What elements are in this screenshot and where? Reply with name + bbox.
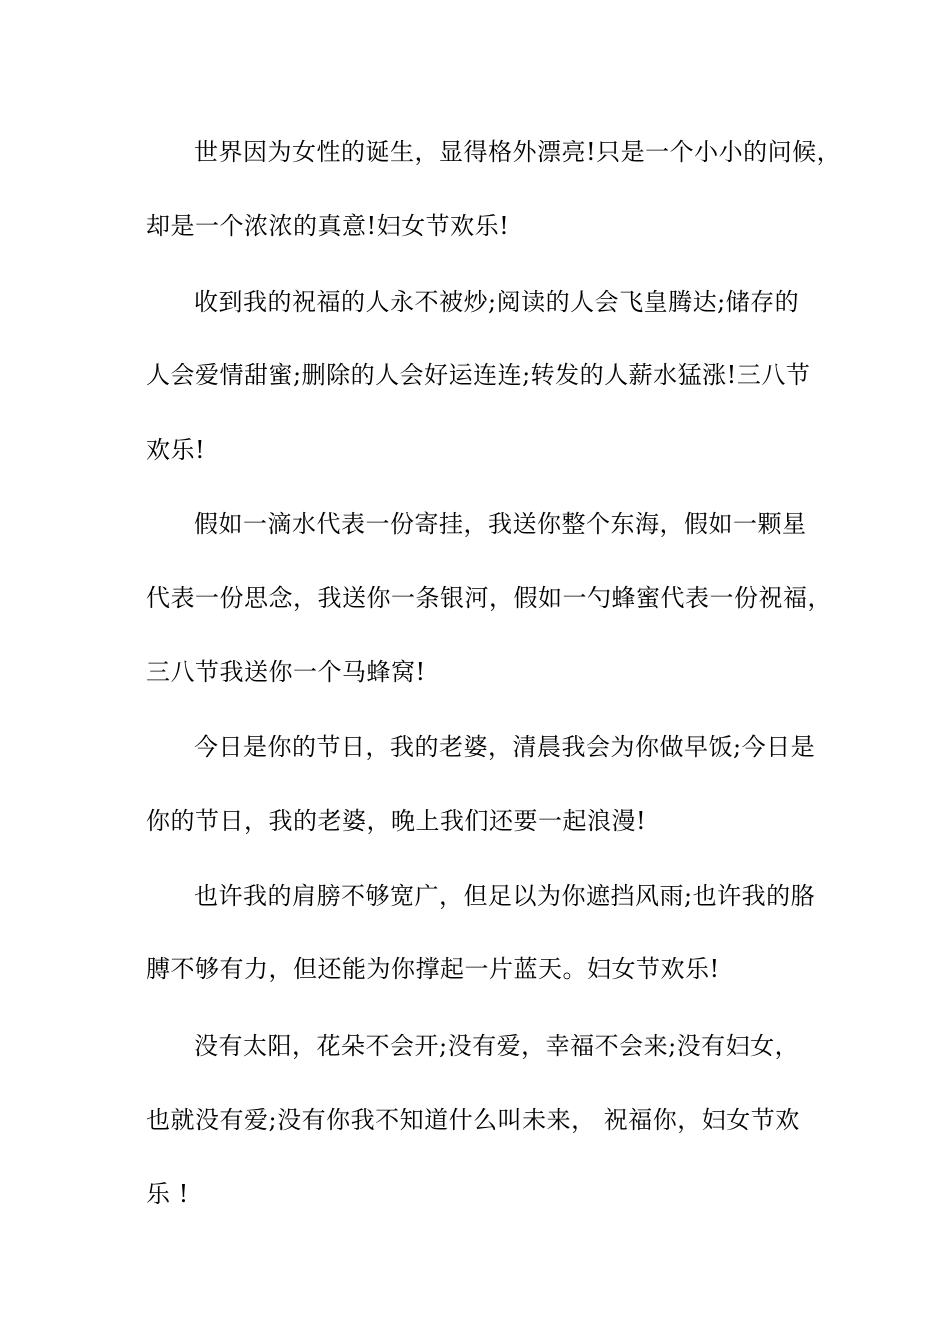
paragraph-1-line-1: 世界因为女性的诞生，显得格外漂亮!只是一个小小的问候， — [194, 138, 842, 166]
paragraph-6-line-3: 乐 ! — [146, 1180, 189, 1208]
paragraph-3-line-2: 代表一份思念，我送你一条银河，假如一勺蜂蜜代表一份祝福， — [146, 584, 832, 612]
paragraph-1-line-2: 却是一个浓浓的真意!妇女节欢乐! — [146, 212, 510, 240]
paragraph-6-line-2: 也就没有爱;没有你我不知道什么叫未来， 祝福你，妇女节欢 — [146, 1106, 800, 1134]
paragraph-3-line-1: 假如一滴水代表一份寄挂，我送你整个东海，假如一颗星 — [194, 510, 807, 538]
paragraph-4-line-1: 今日是你的节日，我的老婆，清晨我会为你做早饭;今日是 — [194, 733, 816, 761]
paragraph-5-line-1: 也许我的肩膀不够宽广，但足以为你遮挡风雨;也许我的胳 — [194, 882, 816, 910]
paragraph-3-line-3: 三八节我送你一个马蜂窝! — [146, 658, 426, 686]
paragraph-6-line-1: 没有太阳，花朵不会开;没有爱，幸福不会来;没有妇女， — [194, 1032, 800, 1060]
paragraph-2-line-3: 欢乐! — [146, 436, 206, 464]
paragraph-2-line-2: 人会爱情甜蜜;删除的人会好运连连;转发的人薪水猛涨!三八节 — [146, 361, 811, 389]
paragraph-4-line-2: 你的节日，我的老婆，晚上我们还要一起浪漫! — [146, 807, 647, 835]
paragraph-2-line-1: 收到我的祝福的人永不被炒;阅读的人会飞皇腾达;储存的 — [194, 288, 800, 316]
paragraph-5-line-2: 膊不够有力，但还能为你撑起一片蓝天。妇女节欢乐! — [146, 955, 720, 983]
